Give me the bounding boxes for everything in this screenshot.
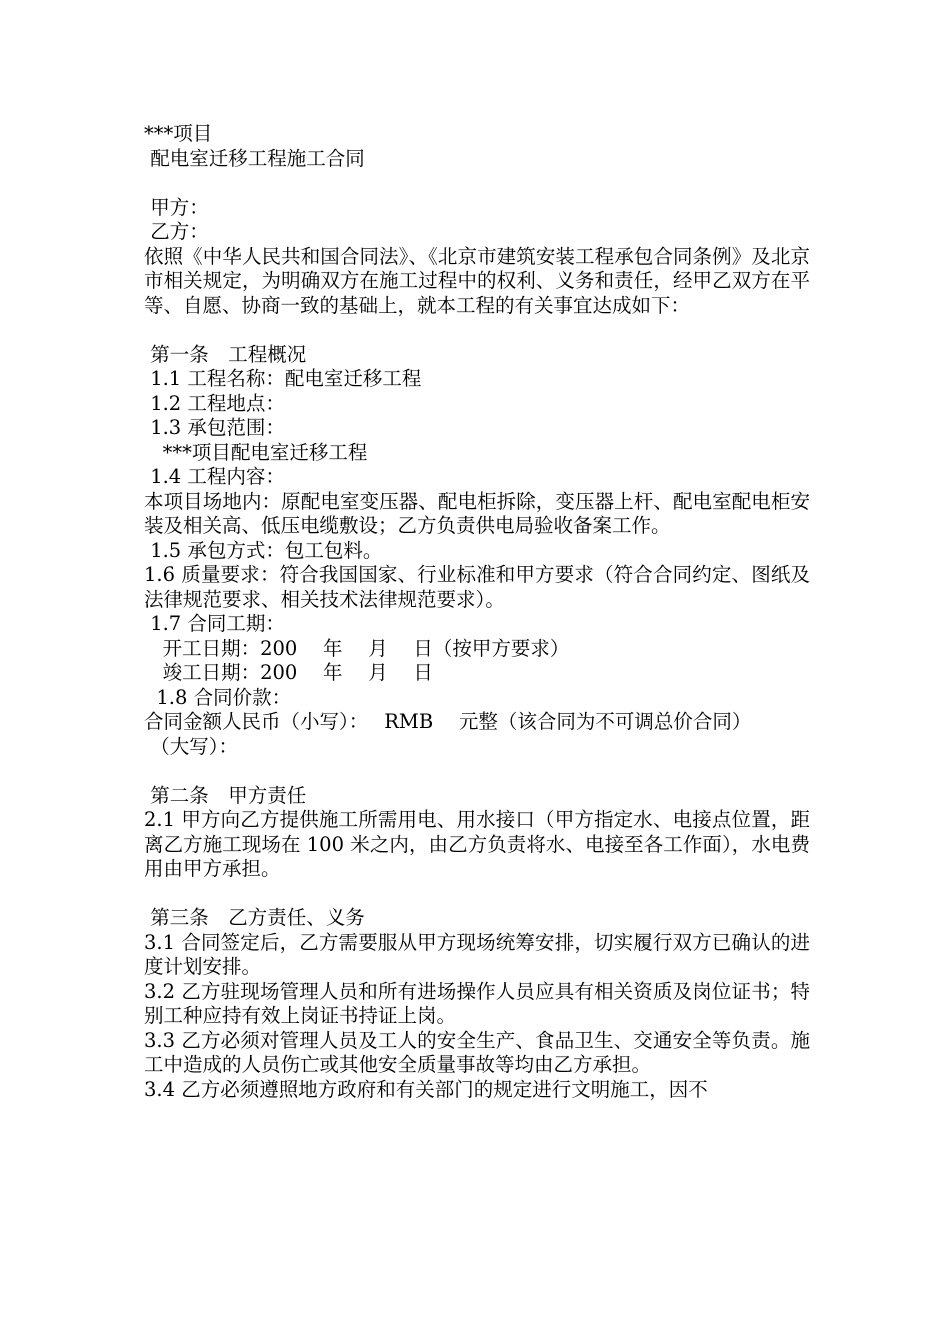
contract-text — [144, 122, 810, 1102]
item-1-8: 1.8 合同价款： — [144, 685, 292, 709]
project-label: ***项目 — [144, 122, 213, 145]
article2-heading: 第二条 甲方责任 — [144, 783, 307, 807]
item-3-4: 3.4 乙方必须遵照地方政府和有关部门的规定进行文明施工，因不 — [144, 1077, 708, 1101]
article3-heading: 第三条 乙方责任、义务 — [144, 906, 365, 929]
item-3-2: 3.2 乙方驻现场管理人员和所有进场操作人员应具有相关资质及岗位证书；特别工种应持有效上岗证书持证上岗。 — [144, 979, 810, 1027]
end-date: 竣工日期：200 年 月 日 — [144, 661, 433, 684]
item-1-7: 1.7 合同工期： — [144, 612, 285, 635]
document-title: 配电室迁移工程施工合同 — [144, 146, 365, 170]
spacer — [144, 171, 810, 196]
item-3-3: 3.3 乙方必须对管理人员及工人的安全生产、食品卫生、交通安全等负责。施工中造成的人员伤亡或其他安全质量事故等均由乙方承担。 — [144, 1028, 810, 1076]
intro-paragraph: 依照《中华人民共和国合同法》、《北京市建筑安装工程承包合同条例》及北京市相关规定，为明确双方在施工过程中的权利、义务和责任，经甲乙双方在平等、自愿、协商一致的基础上，就本工程的有关事宜达成如下： — [144, 244, 810, 317]
party-a: 甲方： — [144, 195, 209, 219]
party-b: 乙方： — [144, 220, 209, 243]
content-detail: 本项目场地内：原配电室变压器、配电柜拆除，变压器上杆、配电室配电柜安装及相关高、低压电缆敷设；乙方负责供电局验收备案工作。 — [144, 489, 810, 537]
item-1-6: 1.6 质量要求：符合我国国家、行业标准和甲方要求（符合合同约定、图纸及法律规范要求、相关技术法律规范要求）。 — [144, 563, 810, 611]
start-date: 开工日期：200 年 月 日（按甲方要求） — [144, 636, 570, 660]
article1-heading: 第一条 工程概况 — [144, 342, 307, 366]
spacer — [144, 882, 810, 907]
item-1-1: 1.1 工程名称：配电室迁移工程 — [144, 367, 422, 390]
item-1-5: 1.5 承包方式：包工包料。 — [144, 538, 383, 562]
spacer — [144, 318, 810, 343]
item-1-2: 1.2 工程地点： — [144, 391, 285, 415]
item-2-1: 2.1 甲方向乙方提供施工所需用电、用水接口（甲方指定水、电接点位置，距离乙方施工现场在 100 米之内，由乙方负责将水、电接至各工作面），水电费用由甲方承担。 — [144, 808, 810, 880]
spacer — [144, 759, 810, 784]
scope-detail: ***项目配电室迁移工程 — [144, 440, 368, 464]
item-1-3: 1.3 承包范围： — [144, 416, 285, 439]
item-3-1: 3.1 合同签定后，乙方需要服从甲方现场统筹安排，切实履行双方已确认的进度计划安排。 — [144, 930, 810, 978]
item-1-4: 1.4 工程内容： — [144, 465, 285, 488]
amount-large: （大写）： — [144, 734, 238, 758]
amount-small: 合同金额人民币（小写）： RMB 元整（该合同为不可调总价合同） — [144, 710, 752, 733]
